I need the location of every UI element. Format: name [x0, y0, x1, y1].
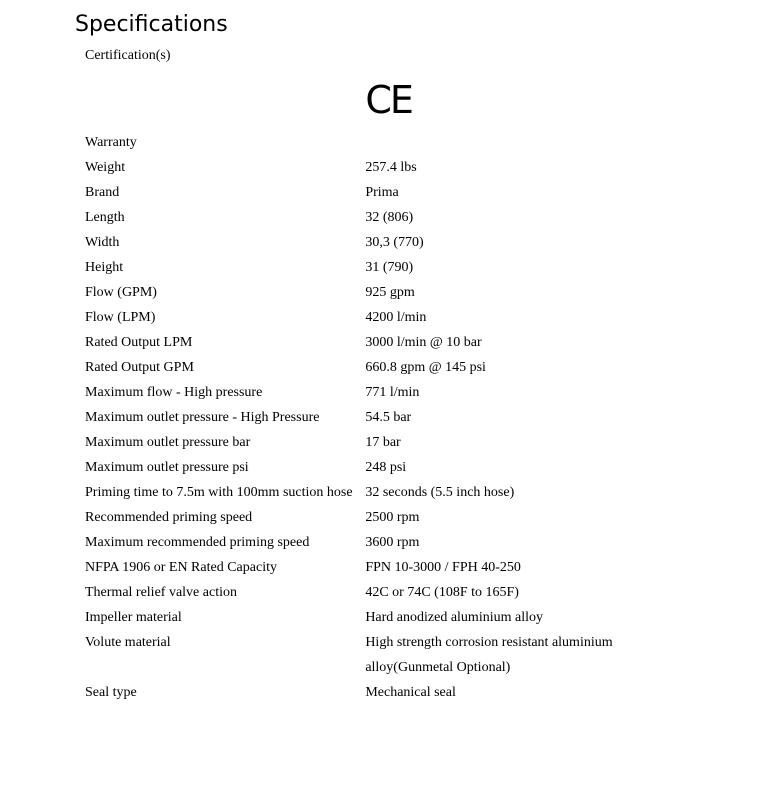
spec-label: Warranty — [85, 135, 137, 150]
spec-row — [85, 405, 685, 430]
spec-value: 925 gpm — [365, 285, 415, 300]
spec-value: 54.5 bar — [365, 410, 412, 425]
spec-label: Priming time to 7.5m with 100mm suction hose — [85, 485, 353, 500]
spec-value: 3600 rpm — [365, 535, 420, 550]
spec-label: Flow (LPM) — [85, 310, 156, 325]
spec-row-certification — [85, 43, 685, 68]
spec-value: 31 (790) — [365, 260, 414, 275]
spec-row — [85, 280, 685, 305]
spec-label: Maximum recommended priming speed — [85, 535, 310, 550]
spec-value: 42C or 74C (108F to 165F) — [365, 585, 519, 600]
spec-label: Maximum outlet pressure bar — [85, 435, 251, 450]
spec-row — [85, 130, 685, 155]
spec-label: Impeller material — [85, 610, 182, 625]
spec-label: Length — [85, 210, 125, 225]
spec-value: 248 psi — [365, 460, 407, 475]
spec-row — [85, 430, 685, 455]
spec-value: 257.4 lbs — [365, 160, 417, 175]
spec-row — [85, 555, 685, 580]
spec-value: 3000 l/min @ 10 bar — [365, 335, 482, 350]
spec-row — [85, 630, 685, 680]
spec-label: Weight — [85, 160, 126, 175]
spec-value: 32 seconds (5.5 inch hose) — [365, 485, 515, 500]
spec-row — [85, 330, 685, 355]
spec-label: Height — [85, 260, 124, 275]
spec-row — [85, 455, 685, 480]
specifications-table — [85, 43, 685, 705]
spec-row — [85, 680, 685, 705]
spec-value: FPN 10-3000 / FPH 40-250 — [365, 560, 521, 575]
spec-row — [85, 355, 685, 380]
spec-value: 4200 l/min — [365, 310, 427, 325]
spec-row — [85, 380, 685, 405]
spec-label: Maximum outlet pressure - High Pressure — [85, 410, 320, 425]
spec-row — [85, 230, 685, 255]
spec-label: Rated Output GPM — [85, 360, 194, 375]
spec-value: Hard anodized aluminium alloy — [365, 610, 543, 625]
spec-label: Width — [85, 235, 120, 250]
spec-row — [85, 580, 685, 605]
spec-label: Flow (GPM) — [85, 285, 157, 300]
spec-label: Maximum outlet pressure psi — [85, 460, 249, 475]
spec-label: Recommended priming speed — [85, 510, 253, 525]
spec-row — [85, 505, 685, 530]
spec-label: Certification(s) — [85, 48, 171, 63]
spec-row — [85, 305, 685, 330]
spec-row — [85, 205, 685, 230]
spec-label: Thermal relief valve action — [85, 585, 237, 600]
spec-value: 660.8 gpm @ 145 psi — [365, 360, 486, 375]
spec-row — [85, 180, 685, 205]
spec-row — [85, 255, 685, 280]
spec-value: 771 l/min — [365, 385, 420, 400]
spec-row — [85, 480, 685, 505]
spec-label: NFPA 1906 or EN Rated Capacity — [85, 560, 277, 575]
spec-label: Brand — [85, 185, 120, 200]
spec-row — [85, 155, 685, 180]
spec-label: Seal type — [85, 685, 137, 700]
spec-value: Mechanical seal — [365, 685, 456, 700]
spec-label: Rated Output LPM — [85, 335, 193, 350]
ce-mark-row — [85, 68, 685, 130]
spec-value: 30,3 (770) — [365, 235, 424, 250]
spec-value: 2500 rpm — [365, 510, 420, 525]
spec-value: High strength corrosion resistant aluminium alloy(Gunmetal Optional) — [365, 635, 613, 675]
spec-value — [365, 130, 685, 155]
spec-value: 32 (806) — [365, 210, 414, 225]
page-title: Specifications — [75, 12, 228, 37]
spec-value: 17 bar — [365, 435, 401, 450]
spec-value: Prima — [365, 185, 399, 200]
spec-label: Volute material — [85, 635, 171, 650]
ce-mark-icon: CE — [365, 78, 412, 122]
spec-row — [85, 530, 685, 555]
spec-label: Maximum flow - High pressure — [85, 385, 263, 400]
spec-row — [85, 605, 685, 630]
